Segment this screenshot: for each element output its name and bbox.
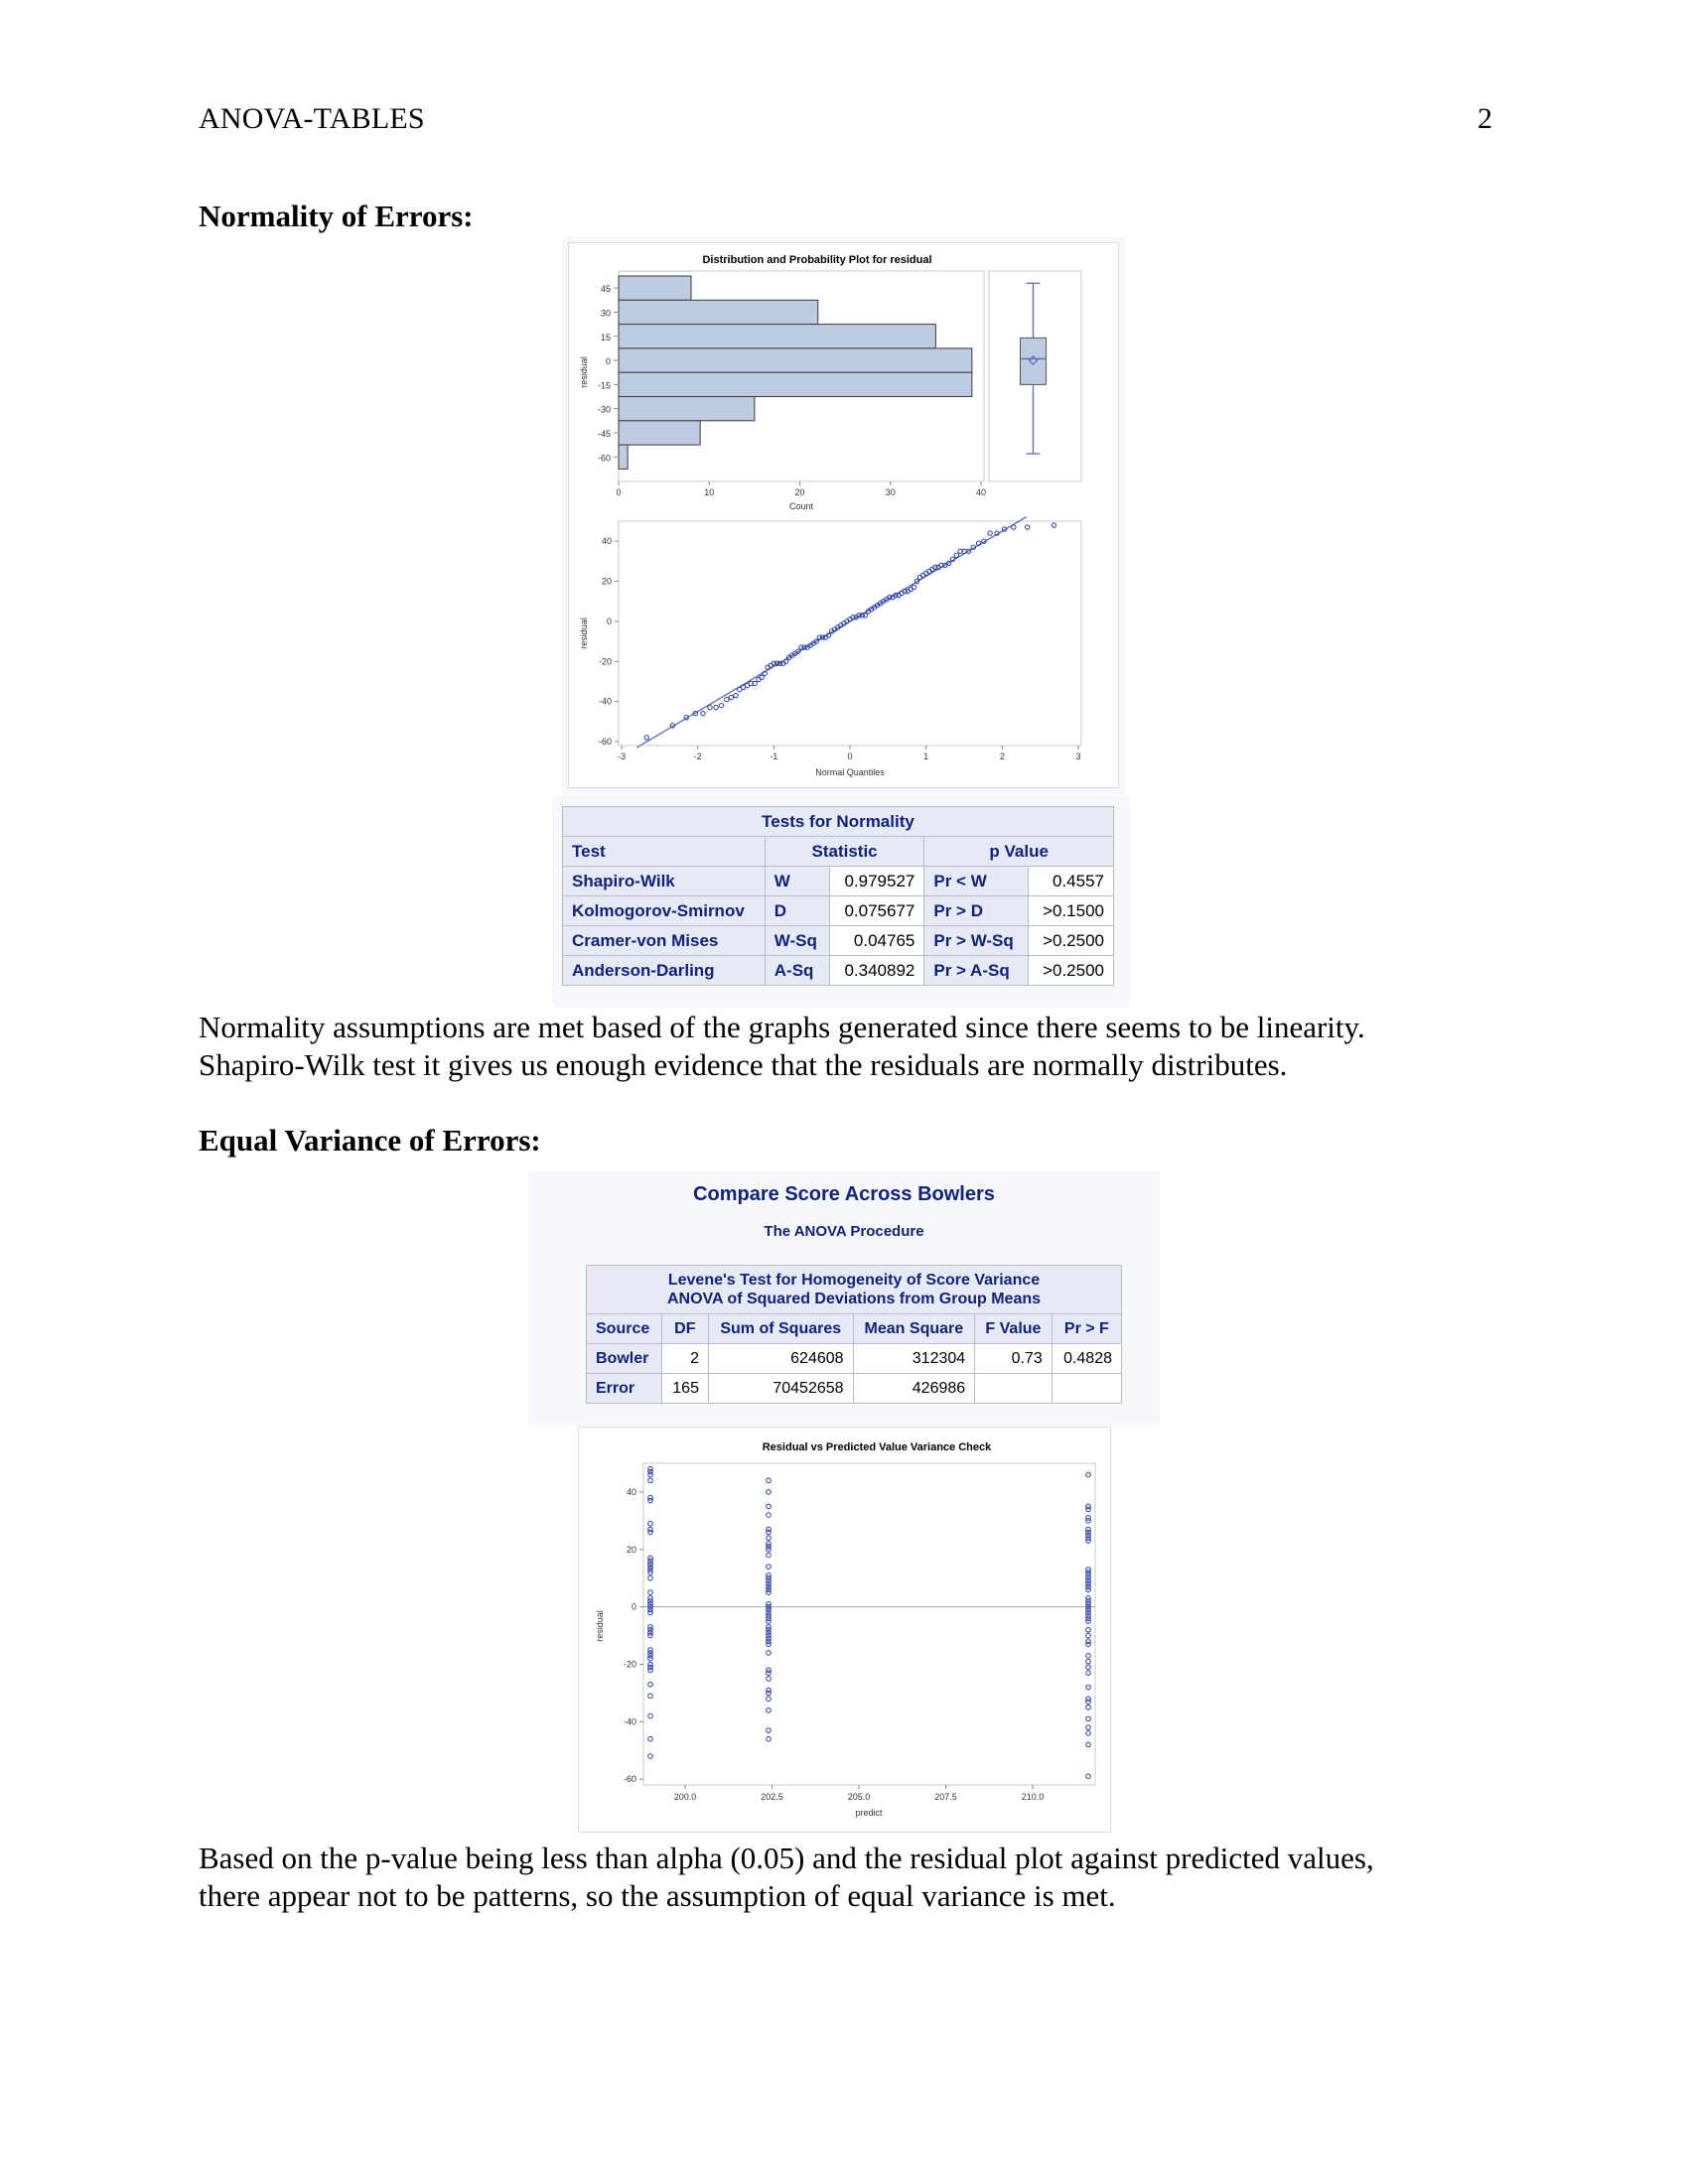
svg-text:20: 20 (794, 487, 805, 497)
variance-paragraph: Based on the p-value being less than alpha (0.05) and the residual plot against predicted values, there appear not to be patterns, so the assumption of equal variance is met. (199, 1841, 1374, 1913)
svg-text:-15: -15 (597, 380, 611, 391)
svg-text:-45: -45 (597, 428, 611, 439)
svg-text:45: 45 (600, 284, 611, 295)
anova-subtitle: The ANOVA Procedure (764, 1223, 924, 1240)
normality-tests-table (562, 806, 1114, 986)
svg-text:0: 0 (847, 751, 853, 761)
svg-text:1: 1 (923, 751, 929, 761)
svg-text:-3: -3 (617, 751, 627, 761)
svg-text:residual: residual (595, 1610, 605, 1642)
svg-text:-1: -1 (770, 751, 778, 761)
boxplot-box (1021, 338, 1047, 384)
page-number: 2 (1477, 102, 1492, 135)
svg-text:40: 40 (626, 1486, 636, 1497)
svg-text:40: 40 (601, 536, 612, 547)
histogram-bar (619, 421, 700, 445)
distribution-figure (562, 236, 1126, 794)
svg-text:15: 15 (600, 332, 611, 342)
svg-text:30: 30 (885, 487, 896, 497)
anova-output-panel (528, 1171, 1160, 1427)
svg-text:40: 40 (975, 487, 987, 497)
histogram-bar (619, 276, 691, 300)
svg-text:residual: residual (579, 356, 589, 388)
normality-heading: Normality of Errors: (199, 199, 474, 233)
variance-heading: Equal Variance of Errors: (199, 1123, 541, 1158)
running-head: ANOVA-TABLES (199, 102, 425, 135)
normality-table-title: Tests for Normality (563, 807, 1114, 837)
svg-text:Normal Quantiles: Normal Quantiles (815, 767, 885, 777)
svg-text:20: 20 (626, 1544, 636, 1555)
table-row: Shapiro-Wilk W 0.979527 Pr < W 0.4557 (563, 867, 1114, 896)
histogram-bar (619, 348, 972, 372)
svg-text:Count: Count (788, 501, 814, 511)
anova-title: Compare Score Across Bowlers (693, 1183, 995, 1205)
levene-table: Levene's Test for Homogeneity of Score Variance ANOVA of Squared Deviations from Group Means Source DF Sum of Squares Mean Square F Value Pr > F Bowler 2 624608 312304 0.73 0.4828 Error 165 70452658 426986 (586, 1265, 1122, 1404)
table-row: Error 165 70452658 426986 (587, 1374, 1122, 1404)
svg-text:-60: -60 (598, 736, 612, 747)
table-row: Anderson-Darling A-Sq 0.340892 Pr > A-Sq >0.2500 (563, 956, 1114, 986)
histogram-bar (619, 397, 755, 421)
distribution-probability-plot (569, 243, 1118, 787)
col-test: Test (563, 837, 766, 867)
svg-text:20: 20 (601, 576, 612, 587)
svg-text:-30: -30 (597, 404, 611, 415)
col-statistic: Statistic (765, 837, 924, 867)
histogram-bar (619, 300, 818, 324)
svg-text:202.5: 202.5 (761, 1792, 783, 1802)
svg-text:-40: -40 (623, 1716, 636, 1727)
svg-text:-20: -20 (598, 656, 612, 667)
table-row: Kolmogorov-Smirnov D 0.075677 Pr > D >0.1500 (563, 896, 1114, 926)
svg-text:-60: -60 (597, 453, 611, 464)
svg-text:205.0: 205.0 (847, 1792, 871, 1802)
table-row: Bowler 2 624608 312304 0.73 0.4828 (587, 1344, 1122, 1374)
svg-text:-60: -60 (623, 1774, 636, 1785)
svg-text:210.0: 210.0 (1021, 1792, 1045, 1802)
svg-text:3: 3 (1075, 751, 1081, 761)
histogram-title: Distribution and Probability Plot for residual (702, 254, 932, 266)
svg-text:residual: residual (579, 617, 589, 649)
svg-text:-40: -40 (598, 696, 612, 707)
histogram-bar (619, 445, 628, 469)
levene-caption: Levene's Test for Homogeneity of Score Variance ANOVA of Squared Deviations from Group Means (587, 1266, 1122, 1314)
svg-text:2: 2 (999, 751, 1005, 761)
svg-text:predict: predict (855, 1808, 883, 1818)
svg-text:10: 10 (704, 487, 715, 497)
svg-text:200.0: 200.0 (673, 1792, 697, 1802)
svg-text:0: 0 (616, 487, 622, 497)
svg-text:0: 0 (605, 356, 611, 367)
normality-tests-panel (552, 796, 1130, 1007)
svg-text:0: 0 (606, 615, 612, 626)
svg-text:0: 0 (631, 1601, 636, 1612)
svg-text:-2: -2 (693, 751, 702, 761)
scatter-title: Residual vs Predicted Value Variance Check (762, 1441, 992, 1453)
normality-paragraph: Normality assumptions are met based of the graphs generated since there seems to be linearity. Shapiro-Wilk test it gives us enough evidence that the residuals are normally distributes. (199, 1010, 1365, 1082)
histogram-bar (619, 372, 972, 396)
histogram-bar (619, 325, 935, 348)
svg-text:30: 30 (600, 308, 611, 319)
col-pvalue: p Value (924, 837, 1114, 867)
residual-vs-predicted-plot (579, 1428, 1110, 1832)
residual-vs-predicted-figure (578, 1427, 1111, 1833)
svg-text:-20: -20 (623, 1659, 636, 1670)
svg-text:207.5: 207.5 (934, 1792, 957, 1802)
table-row: Cramer-von Mises W-Sq 0.04765 Pr > W-Sq >0.2500 (563, 926, 1114, 956)
